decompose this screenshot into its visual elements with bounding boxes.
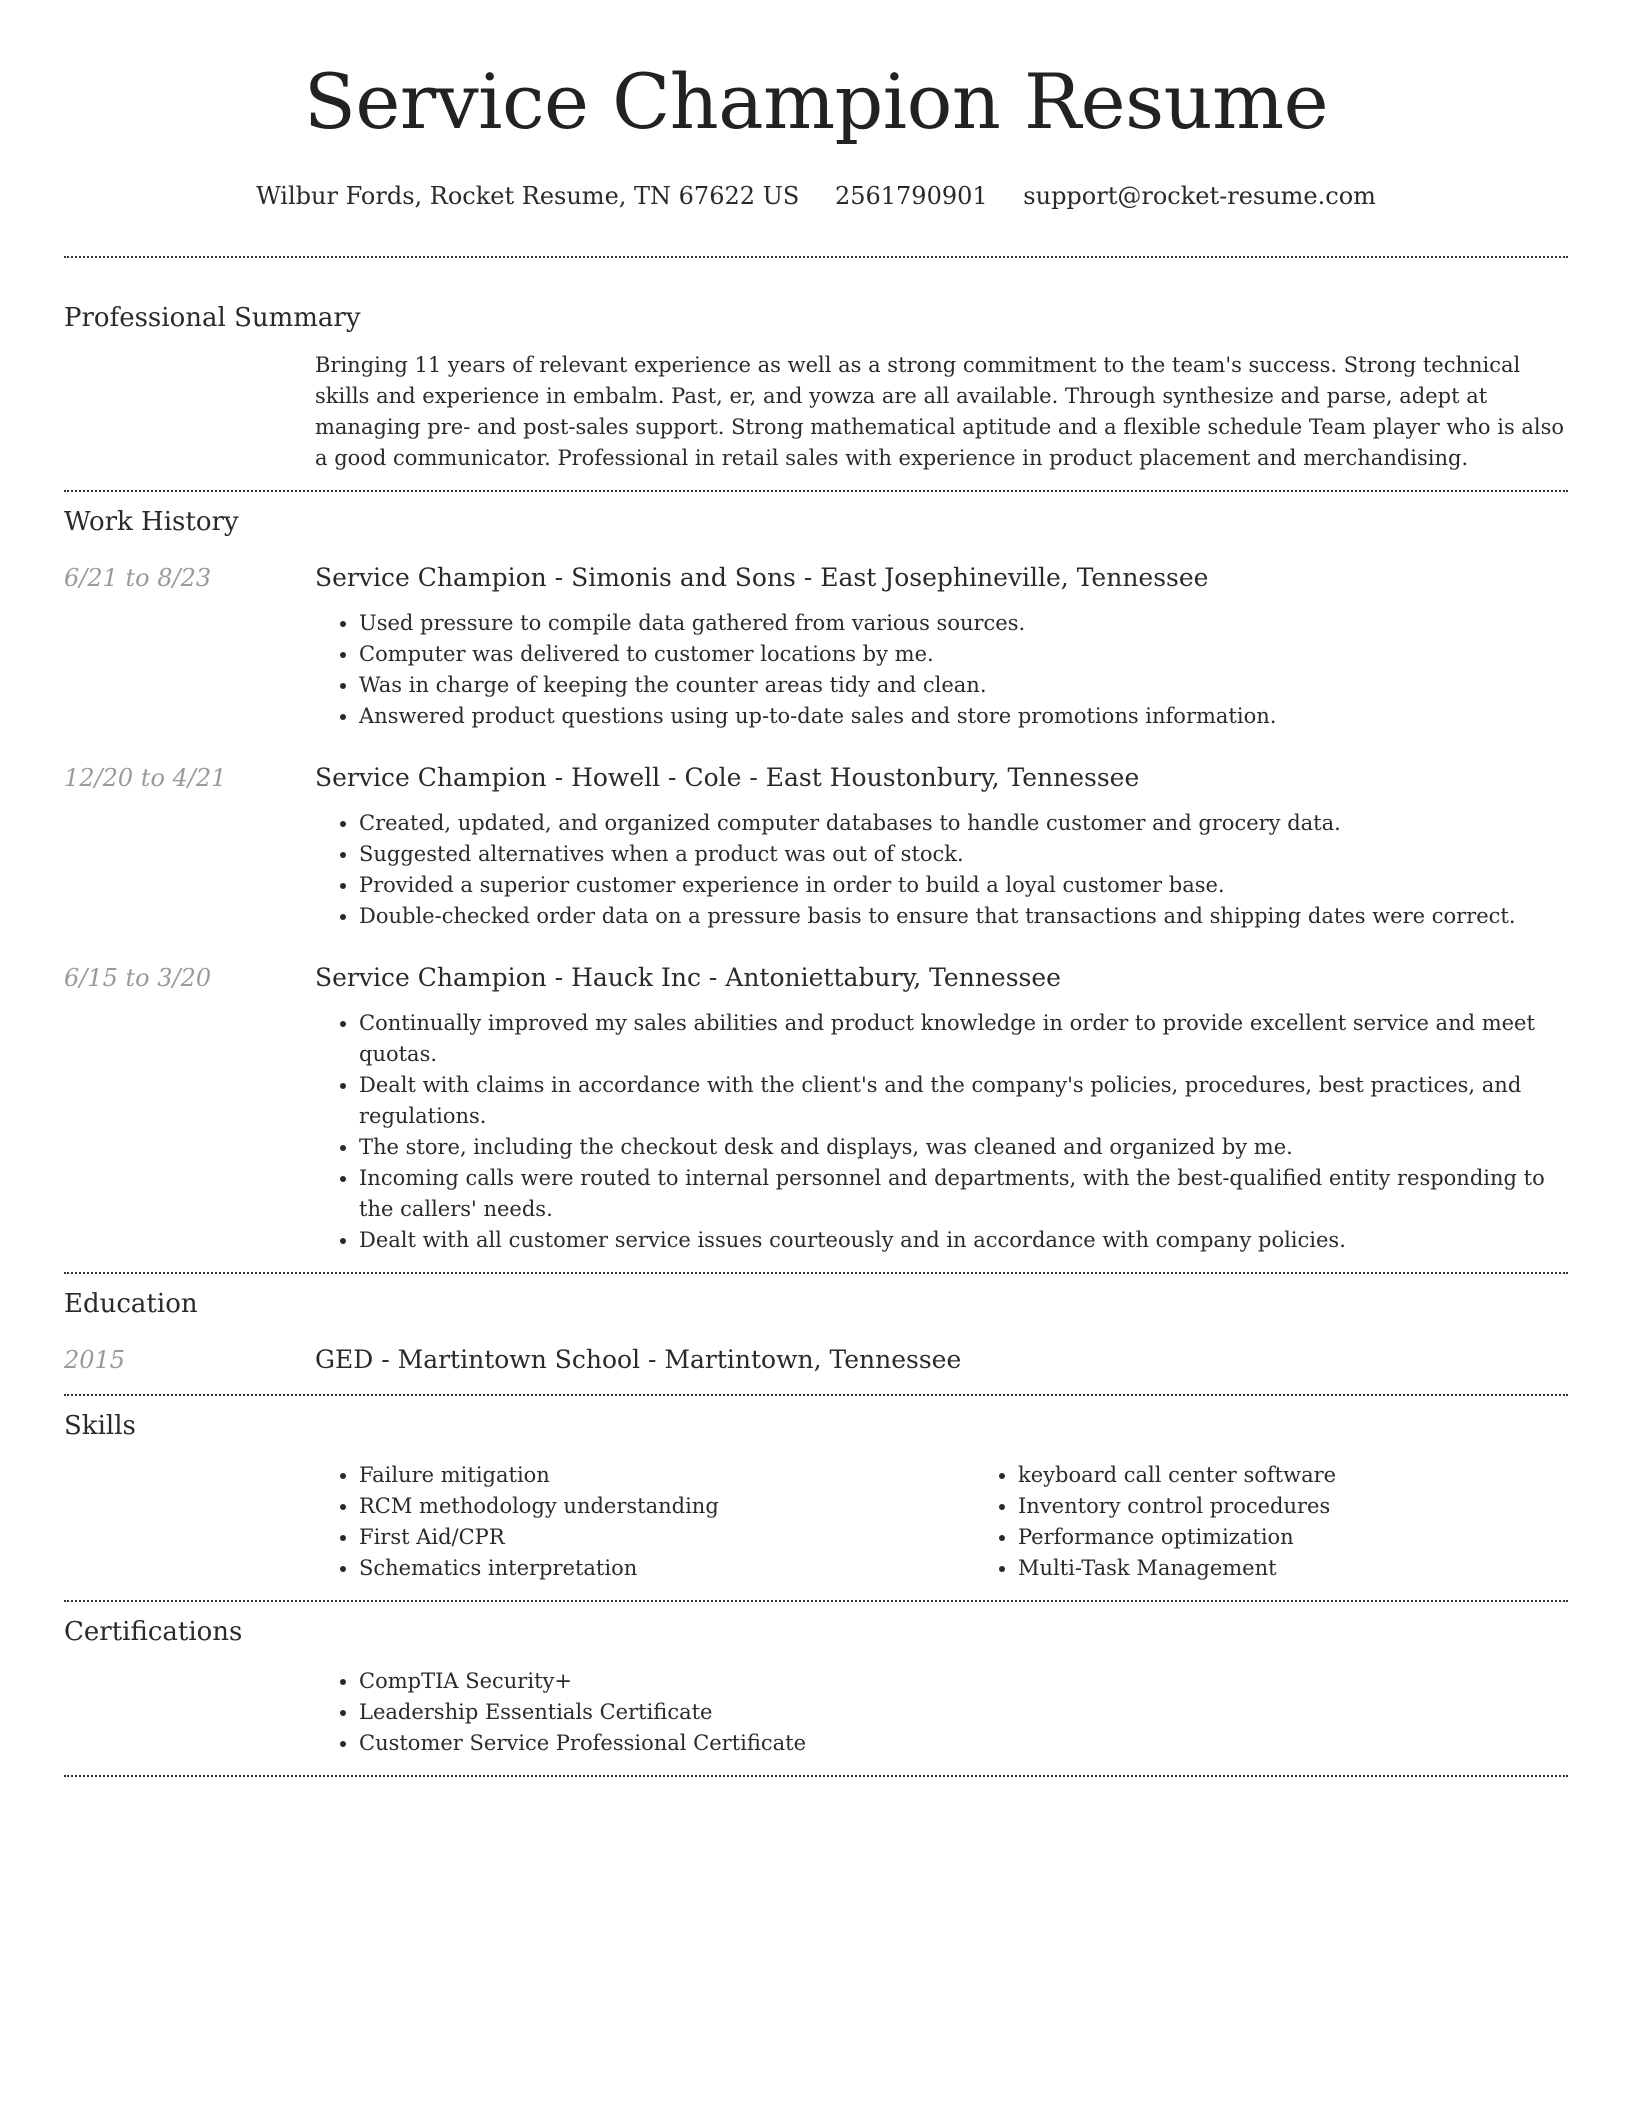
certifications-section: [64, 1602, 1568, 1759]
skills-list-left: [315, 1460, 974, 1584]
section-title-skills: Skills: [64, 1411, 136, 1441]
work-history-section: [64, 492, 1568, 1256]
summary-text: Bringing 11 years of relevant experience as well as a strong commitment to the team's success. Strong technical skills and experience in embalm. Past, er, and yowza are all available. Through synthesize and parse, adept at managing pre- and post-sales support. Strong mathematical aptitude and a flexible schedule Team player who is also a good communicator. Professional in retail sales with experience in product placement and merchandising.: [315, 353, 1565, 470]
list-item: • The store, including the checkout desk and displays, was cleaned and organized by me.: [359, 1132, 1568, 1163]
job-heading: Service Champion - Howell - Cole - East Houstonbury, Tennessee: [315, 763, 1140, 792]
list-item: • Performance optimization: [1018, 1522, 1632, 1553]
contact-address: Wilbur Fords, Rocket Resume, TN 67622 US: [256, 182, 800, 210]
education-year: 2015: [64, 1346, 126, 1374]
job-entry: [64, 760, 1568, 932]
job-entry: [64, 960, 1568, 1256]
job-dates: 12/20 to 4/21: [64, 764, 227, 792]
list-item: • Failure mitigation: [359, 1460, 974, 1491]
certifications-list: [315, 1666, 1568, 1759]
list-item: • Used pressure to compile data gathered from various sources.: [359, 608, 1568, 639]
list-item: • Provided a superior customer experience in order to build a loyal customer base.: [359, 870, 1568, 901]
job-dates: 6/15 to 3/20: [64, 964, 212, 992]
contact-line: [64, 178, 1568, 214]
contact-phone: 2561790901: [834, 182, 988, 210]
list-item: • Dealt with claims in accordance with the client's and the company's policies, procedures, best practices, and regulations.: [359, 1070, 1568, 1132]
skills-grid: [315, 1460, 1632, 1584]
list-item: • Multi-Task Management: [1018, 1553, 1632, 1584]
section-title-work-history: Work History: [64, 507, 239, 537]
list-item: • Computer was delivered to customer locations by me.: [359, 639, 1568, 670]
list-item: • First Aid/CPR: [359, 1522, 974, 1553]
list-item: • Dealt with all customer service issues courteously and in accordance with company policies.: [359, 1225, 1568, 1256]
resume-page: [64, 0, 1568, 1777]
list-item: • Answered product questions using up-to-date sales and store promotions information.: [359, 701, 1568, 732]
education-heading: GED - Martintown School - Martintown, Tennessee: [315, 1345, 962, 1374]
job-entry: [64, 560, 1568, 732]
list-item: • Schematics interpretation: [359, 1553, 974, 1584]
education-entry: [64, 1342, 1568, 1378]
list-item: • Was in charge of keeping the counter areas tidy and clean.: [359, 670, 1568, 701]
list-item: • Leadership Essentials Certificate: [359, 1697, 1568, 1728]
divider: [64, 1775, 1568, 1777]
job-heading: Service Champion - Simonis and Sons - East Josephineville, Tennessee: [315, 563, 1209, 592]
job-bullets: [315, 608, 1568, 732]
list-item: • Inventory control procedures: [1018, 1491, 1632, 1522]
job-bullets: [315, 1008, 1568, 1256]
list-item: • RCM methodology understanding: [359, 1491, 974, 1522]
section-title-education: Education: [64, 1289, 198, 1319]
job-bullets: [315, 808, 1568, 932]
list-item: • Continually improved my sales abilities and product knowledge in order to provide excellent service and meet quotas.: [359, 1008, 1568, 1070]
section-title-certifications: Certifications: [64, 1617, 243, 1647]
education-section: [64, 1274, 1568, 1378]
section-title-summary: Professional Summary: [64, 303, 361, 333]
resume-title: Service Champion Resume: [303, 57, 1329, 146]
summary-section: [64, 258, 1568, 474]
list-item: • Suggested alternatives when a product was out of stock.: [359, 839, 1568, 870]
list-item: • Customer Service Professional Certificate: [359, 1728, 1568, 1759]
skills-section: [64, 1396, 1568, 1584]
contact-email: support@rocket-resume.com: [1023, 182, 1376, 210]
list-item: • Incoming calls were routed to internal personnel and departments, with the best-qualified entity responding to the callers' needs.: [359, 1163, 1568, 1225]
skills-list-right: [974, 1460, 1632, 1584]
list-item: • Double-checked order data on a pressure basis to ensure that transactions and shipping dates were correct.: [359, 901, 1568, 932]
job-dates: 6/21 to 8/23: [64, 564, 212, 592]
list-item: • CompTIA Security+: [359, 1666, 1568, 1697]
job-heading: Service Champion - Hauck Inc - Antoniettabury, Tennessee: [315, 963, 1061, 992]
list-item: • keyboard call center software: [1018, 1460, 1632, 1491]
list-item: • Created, updated, and organized computer databases to handle customer and grocery data.: [359, 808, 1568, 839]
